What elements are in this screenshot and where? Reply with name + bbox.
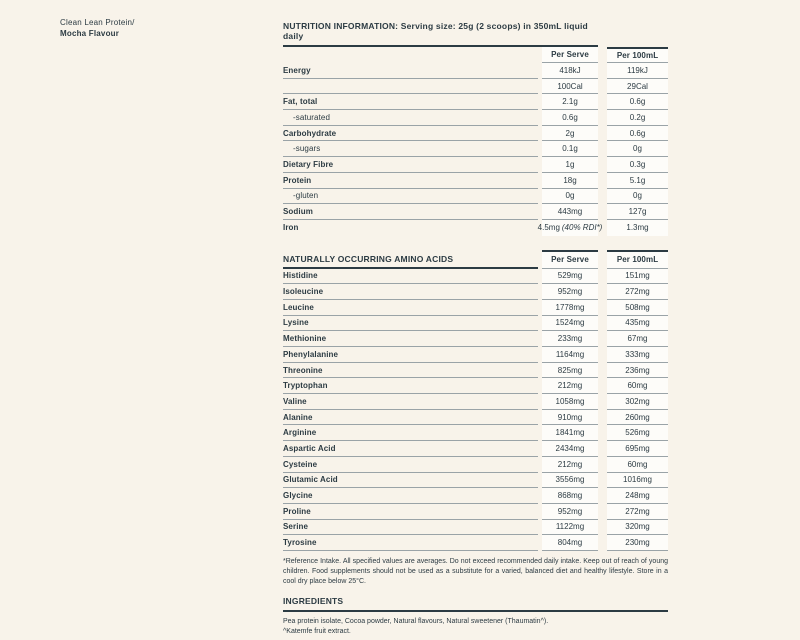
column-gap — [598, 316, 607, 332]
per-serve-value — [537, 220, 603, 236]
row-label: -sugars — [283, 141, 538, 157]
row-label: -gluten — [283, 189, 538, 205]
column-gap — [598, 410, 607, 426]
ingredients-footnote: ^Katemfe fruit extract. — [283, 627, 351, 635]
nutrition-panel — [283, 21, 668, 637]
per-100ml-value: 236mg — [607, 363, 668, 379]
table-row — [283, 284, 668, 300]
column-gap — [598, 47, 607, 63]
column-gap — [598, 157, 607, 173]
per-100ml-value: 248mg — [607, 488, 668, 504]
column-gap — [598, 173, 607, 189]
amino-table-title: NATURALLY OCCURRING AMINO ACIDS — [283, 250, 538, 269]
table-row — [283, 141, 668, 157]
row-label: Carbohydrate — [283, 126, 538, 142]
column-gap — [598, 94, 607, 110]
table-row — [283, 220, 668, 236]
per-100ml-value: 0.2g — [607, 110, 668, 126]
row-label: Dietary Fibre — [283, 157, 538, 173]
per-serve-value-main: 4.5mg — [537, 223, 560, 233]
table-row — [283, 173, 668, 189]
per-serve-value: 0g — [542, 189, 598, 205]
per-serve-value: 0.1g — [542, 141, 598, 157]
column-gap — [598, 284, 607, 300]
row-label: Serine — [283, 520, 538, 536]
per-100ml-value: 119kJ — [607, 63, 668, 79]
per-serve-value: 1058mg — [542, 394, 598, 410]
nutrition-table-title: NUTRITION INFORMATION: Serving size: 25g (2 scoops) in 350mL liquid daily — [283, 21, 598, 47]
ingredients-text — [283, 617, 668, 637]
per-serve-value: 233mg — [542, 331, 598, 347]
per-100ml-value: 333mg — [607, 347, 668, 363]
per-100ml-value: 0g — [607, 141, 668, 157]
table-row — [283, 378, 668, 394]
column-gap — [598, 126, 607, 142]
table-row — [283, 269, 668, 285]
product-flavour: Mocha Flavour — [60, 29, 120, 38]
row-label: Alanine — [283, 410, 538, 426]
row-label: Methionine — [283, 331, 538, 347]
table-row — [283, 204, 668, 220]
per-serve-value: 212mg — [542, 378, 598, 394]
table-row — [283, 394, 668, 410]
table-row — [283, 425, 668, 441]
row-label: Phenylalanine — [283, 347, 538, 363]
per-serve-value: 100Cal — [542, 79, 598, 95]
row-label: Tyrosine — [283, 535, 538, 551]
column-gap — [598, 378, 607, 394]
row-label: Proline — [283, 504, 538, 520]
row-label: Arginine — [283, 425, 538, 441]
table-row — [283, 79, 668, 95]
row-label: Energy — [283, 63, 538, 79]
table-row — [283, 300, 668, 316]
table-row — [283, 63, 668, 79]
per-100ml-value: 60mg — [607, 457, 668, 473]
column-gap — [598, 473, 607, 489]
per-100ml-value: 435mg — [607, 316, 668, 332]
column-gap — [598, 394, 607, 410]
column-gap — [598, 110, 607, 126]
column-gap — [598, 441, 607, 457]
column-gap — [598, 63, 607, 79]
column-gap — [598, 220, 607, 236]
row-label: Histidine — [283, 269, 538, 285]
per-serve-header: Per Serve — [542, 250, 598, 269]
column-gap — [598, 204, 607, 220]
column-gap — [598, 425, 607, 441]
per-serve-value: 1164mg — [542, 347, 598, 363]
ingredients-line: Pea protein isolate, Cocoa powder, Natural flavours, Natural sweetener (Thaumatin^). — [283, 617, 549, 625]
per-100ml-value: 0.6g — [607, 94, 668, 110]
per-serve-value: 1g — [542, 157, 598, 173]
per-100ml-value: 0g — [607, 189, 668, 205]
table-row — [283, 363, 668, 379]
column-gap — [598, 269, 607, 285]
table-row — [283, 157, 668, 173]
per-100ml-value: 260mg — [607, 410, 668, 426]
amino-column-headers — [283, 250, 668, 269]
per-serve-value: 18g — [542, 173, 598, 189]
table-row — [283, 331, 668, 347]
row-label: Iron — [283, 223, 299, 233]
row-label: Valine — [283, 394, 538, 410]
table-row — [283, 535, 668, 551]
row-label: Lysine — [283, 316, 538, 332]
per-100ml-header: Per 100mL — [607, 47, 668, 63]
row-label: Protein — [283, 173, 538, 189]
per-serve-value: 529mg — [542, 269, 598, 285]
column-gap — [598, 520, 607, 536]
column-gap — [598, 457, 607, 473]
column-gap — [598, 250, 607, 269]
column-gap — [598, 504, 607, 520]
per-serve-value: 1524mg — [542, 316, 598, 332]
row-label — [283, 79, 538, 95]
row-label: Cysteine — [283, 457, 538, 473]
nutrition-table — [283, 63, 668, 236]
per-serve-header: Per Serve — [542, 47, 598, 63]
per-100ml-value: 151mg — [607, 269, 668, 285]
footnote: *Reference Intake. All specified values are averages. Do not exceed recommended daily intake. Keep out of reach of young children. Food supplements should not be used as a substitute for a varied, balanced diet and healthy lifestyle. Store in a cool dry place below 25°C. — [283, 557, 668, 585]
amino-acids-table — [283, 269, 668, 551]
column-gap — [598, 300, 607, 316]
per-100ml-value: 272mg — [607, 284, 668, 300]
table-row — [283, 473, 668, 489]
nutrition-column-headers — [283, 47, 668, 63]
column-gap — [598, 331, 607, 347]
table-row — [283, 189, 668, 205]
per-serve-value: 212mg — [542, 457, 598, 473]
per-100ml-value: 230mg — [607, 535, 668, 551]
per-100ml-value: 320mg — [607, 520, 668, 536]
column-gap — [598, 141, 607, 157]
per-serve-value: 868mg — [542, 488, 598, 504]
per-serve-value: 952mg — [542, 284, 598, 300]
per-serve-value: 3556mg — [542, 473, 598, 489]
per-serve-value: 804mg — [542, 535, 598, 551]
row-label: Aspartic Acid — [283, 441, 538, 457]
table-row — [283, 441, 668, 457]
per-serve-value: 418kJ — [542, 63, 598, 79]
row-label: Glycine — [283, 488, 538, 504]
row-label: Fat, total — [283, 94, 538, 110]
per-100ml-value: 508mg — [607, 300, 668, 316]
row-label: Threonine — [283, 363, 538, 379]
table-row — [283, 347, 668, 363]
column-gap — [598, 488, 607, 504]
per-100ml-value: 5.1g — [607, 173, 668, 189]
per-serve-value: 1778mg — [542, 300, 598, 316]
table-row — [283, 488, 668, 504]
table-row — [283, 504, 668, 520]
per-serve-value: 1122mg — [542, 520, 598, 536]
column-header-spacer — [283, 47, 538, 63]
per-100ml-value: 695mg — [607, 441, 668, 457]
per-serve-value: 952mg — [542, 504, 598, 520]
per-100ml-header: Per 100mL — [607, 250, 668, 269]
per-100ml-value: 302mg — [607, 394, 668, 410]
row-label: Sodium — [283, 204, 538, 220]
table-row — [283, 94, 668, 110]
product-name — [60, 17, 135, 39]
per-100ml-value: 526mg — [607, 425, 668, 441]
per-serve-value: 1841mg — [542, 425, 598, 441]
row-label: -saturated — [283, 110, 538, 126]
per-serve-value: 910mg — [542, 410, 598, 426]
per-serve-rdi-note: (40% RDI*) — [561, 223, 603, 233]
table-row — [283, 457, 668, 473]
per-100ml-value: 272mg — [607, 504, 668, 520]
table-row — [283, 520, 668, 536]
per-serve-value: 2.1g — [542, 94, 598, 110]
per-100ml-value: 67mg — [607, 331, 668, 347]
table-row — [283, 110, 668, 126]
ingredients-title: INGREDIENTS — [283, 596, 668, 612]
per-100ml-value: 1.3mg — [607, 220, 668, 236]
per-100ml-value: 1016mg — [607, 473, 668, 489]
row-label: Isoleucine — [283, 284, 538, 300]
per-serve-value: 2g — [542, 126, 598, 142]
table-row — [283, 410, 668, 426]
per-serve-value: 825mg — [542, 363, 598, 379]
column-gap — [598, 79, 607, 95]
table-row — [283, 126, 668, 142]
per-serve-value: 0.6g — [542, 110, 598, 126]
table-row — [283, 316, 668, 332]
per-100ml-value: 0.6g — [607, 126, 668, 142]
row-label: Tryptophan — [283, 378, 538, 394]
row-label: Glutamic Acid — [283, 473, 538, 489]
per-100ml-value: 60mg — [607, 378, 668, 394]
per-100ml-value: 29Cal — [607, 79, 668, 95]
column-gap — [598, 189, 607, 205]
row-label: Leucine — [283, 300, 538, 316]
per-100ml-value: 127g — [607, 204, 668, 220]
per-serve-value: 443mg — [542, 204, 598, 220]
column-gap — [598, 535, 607, 551]
column-gap — [598, 363, 607, 379]
per-100ml-value: 0.3g — [607, 157, 668, 173]
per-serve-value: 2434mg — [542, 441, 598, 457]
column-gap — [598, 347, 607, 363]
product-name-line: Clean Lean Protein/ — [60, 18, 135, 27]
